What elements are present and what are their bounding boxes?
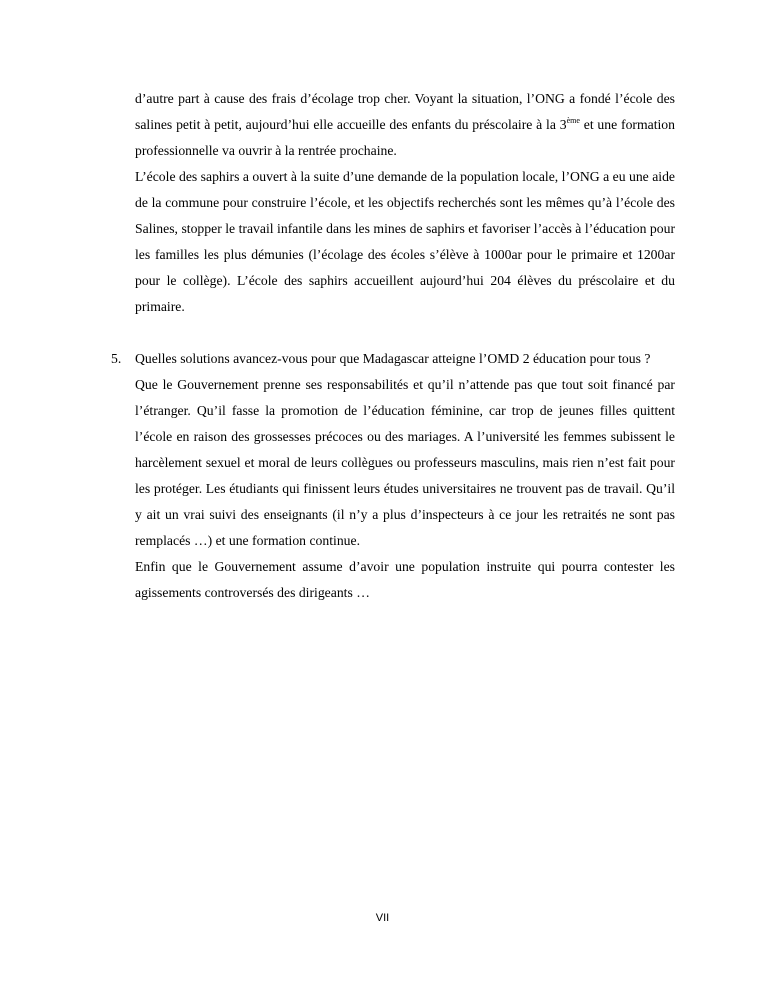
intro-paragraph-salines-text: d’autre part à cause des frais d’écolage trop cher. Voyant la situation, l’ONG a fondé l’école des salines petit à petit, aujourd’hui elle accueille des enfants du préscolaire à la 3 (135, 91, 675, 132)
question-5 (111, 346, 675, 606)
question-number: 5. (111, 351, 122, 366)
document-body (111, 86, 675, 606)
page-number: VII (375, 912, 390, 924)
intro-paragraph-saphirs: L’école des saphirs a ouvert à la suite d’une demande de la population locale, l’ONG a eu une aide de la commune pour construire l’école, et les objectifs recherchés sont les mêmes qu’à l’école des Salines, stopper le travail infantile dans les mines de saphirs et favoriser l’accès à l’éducation pour les familles les plus démunies (l’écolage des écoles s’élève à 1000ar pour le primaire et 1200ar pour le collège). L’école des saphirs accueillent aujourd’hui 204 élèves du préscolaire et du primaire. (135, 169, 675, 314)
answer-paragraph-1: Que le Gouvernement prenne ses responsabilités et qu’il n’attende pas que tout soit financé par l’étranger. Qu’il fasse la promotion de l’éducation féminine, car trop de jeunes filles quittent l’école en raison des grossesses précoces ou des mariages. A l’université les femmes subissent le harcèlement sexuel et moral de leurs collègues ou professeurs masculins, mais rien n’est fait pour les protéger. Les étudiants qui finissent leurs études universitaires ne trouvent pas de travail. Qu’il y ait un vrai suivi des enseignants (il n’y a plus d’inspecteurs à ce jour les retraités ne sont pas remplacés …) et une formation continue. (135, 377, 675, 548)
intro-paragraph-salines-end: et une formation professionnelle va ouvrir à la rentrée prochaine. (135, 117, 675, 158)
answer-paragraph-2: Enfin que le Gouvernement assume d’avoir une population instruite qui pourra contester les agissements controversés des dirigeants … (135, 559, 675, 600)
superscript-eme: ème (566, 116, 580, 125)
intro-paragraph-salines (135, 86, 675, 164)
question-text: Quelles solutions avancez-vous pour que Madagascar atteigne l’OMD 2 éducation pour tous ? (135, 351, 651, 366)
